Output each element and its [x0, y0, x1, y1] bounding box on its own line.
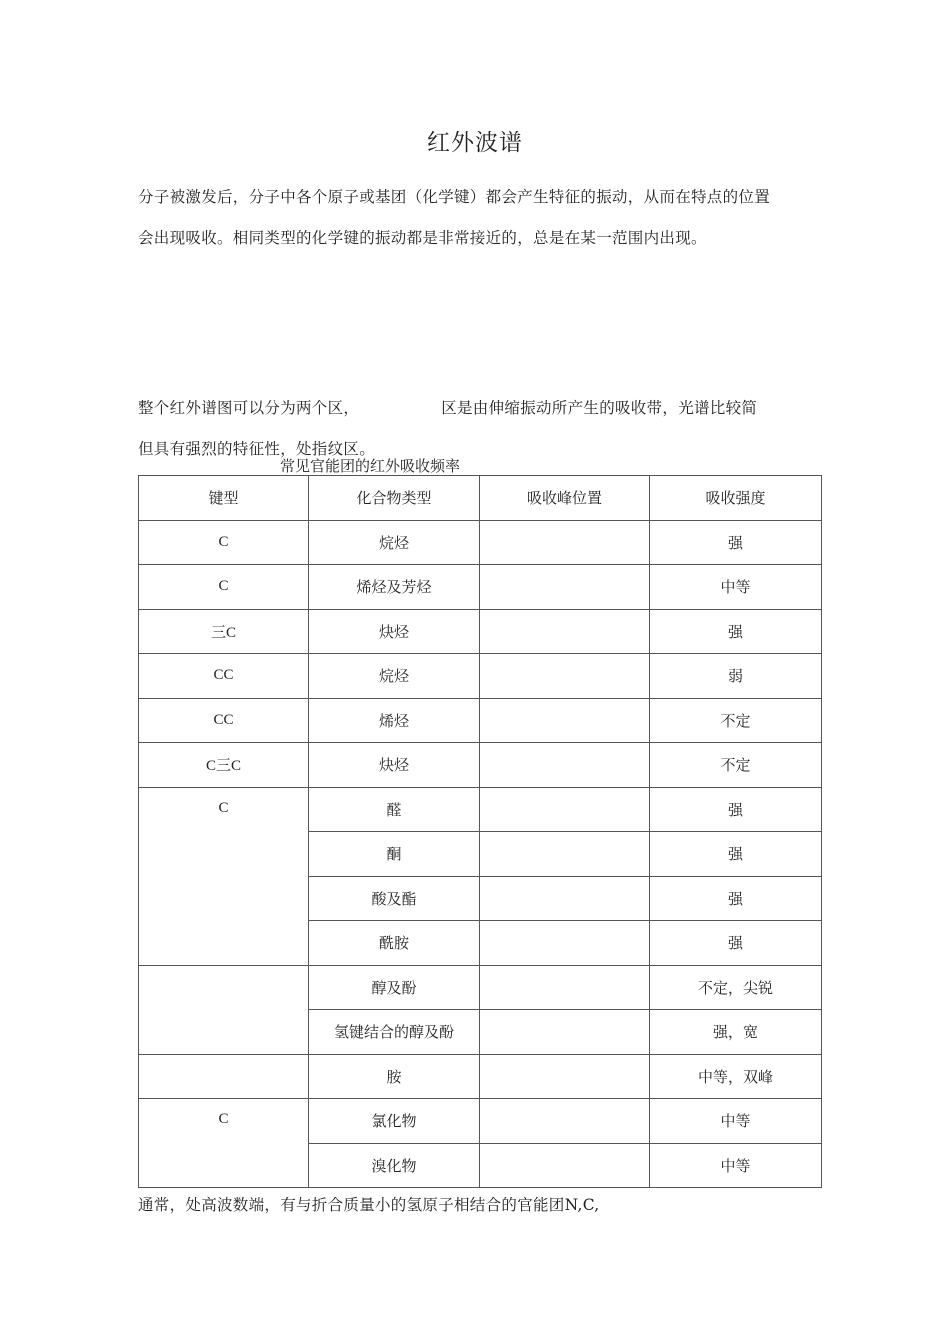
- position-cell: [480, 1143, 650, 1188]
- intensity-cell: 中等: [650, 1099, 822, 1144]
- intensity-cell: 强，宽: [650, 1010, 822, 1055]
- intro-paragraph: [138, 177, 828, 259]
- intensity-cell: 强: [650, 787, 822, 832]
- position-cell: [480, 1099, 650, 1144]
- table-row: [139, 1054, 822, 1099]
- position-cell: [480, 609, 650, 654]
- ir-absorption-table: [138, 475, 822, 1188]
- compound-cell: 炔烃: [309, 609, 480, 654]
- compound-cell: 酰胺: [309, 921, 480, 966]
- compound-cell: 氢键结合的醇及酚: [309, 1010, 480, 1055]
- table-row: [139, 520, 822, 565]
- intensity-cell: 中等: [650, 565, 822, 610]
- position-cell: [480, 698, 650, 743]
- table-row: [139, 565, 822, 610]
- bond-cell: C: [139, 1099, 309, 1188]
- position-cell: [480, 743, 650, 788]
- table-row: [139, 654, 822, 699]
- position-cell: [480, 1010, 650, 1055]
- regions-text-a: 整个红外谱图可以分为两个区，: [138, 399, 360, 417]
- intro-line: 会出现吸收。相同类型的化学键的振动都是非常接近的，总是在某一范围内出现。: [138, 229, 707, 247]
- table-row: [139, 609, 822, 654]
- position-cell: [480, 876, 650, 921]
- compound-cell: 胺: [309, 1054, 480, 1099]
- intensity-cell: 中等，双峰: [650, 1054, 822, 1099]
- bond-cell: C三C: [139, 743, 309, 788]
- position-cell: [480, 520, 650, 565]
- intensity-cell: 强: [650, 609, 822, 654]
- regions-line: 但具有强烈的特征性，处指纹区。: [138, 440, 376, 458]
- intensity-cell: 强: [650, 921, 822, 966]
- compound-cell: 醛: [309, 787, 480, 832]
- bond-cell: C: [139, 520, 309, 565]
- bond-cell: C: [139, 565, 309, 610]
- table-caption: 常见官能团的红外吸收频率: [279, 457, 460, 475]
- position-cell: [480, 965, 650, 1010]
- bond-cell: C: [139, 787, 309, 965]
- compound-cell: 醇及酚: [309, 965, 480, 1010]
- bond-cell: [139, 1054, 309, 1099]
- table-row: [139, 743, 822, 788]
- header-cell: 吸收峰位置: [480, 476, 650, 521]
- bond-cell: CC: [139, 698, 309, 743]
- regions-line: [138, 388, 828, 429]
- compound-cell: 炔烃: [309, 743, 480, 788]
- compound-cell: 烯烃及芳烃: [309, 565, 480, 610]
- compound-cell: 烷烃: [309, 654, 480, 699]
- regions-text-b: 区是由伸缩振动所产生的吸收带，光谱比较简: [441, 399, 758, 417]
- table-row: [139, 1099, 822, 1144]
- compound-cell: 酮: [309, 832, 480, 877]
- compound-cell: 烷烃: [309, 520, 480, 565]
- position-cell: [480, 565, 650, 610]
- position-cell: [480, 787, 650, 832]
- bond-cell: CC: [139, 654, 309, 699]
- position-cell: [480, 1054, 650, 1099]
- intensity-cell: 不定: [650, 698, 822, 743]
- intro-line: 分子被激发后，分子中各个原子或基团（化学键）都会产生特征的振动，从而在特点的位置: [138, 188, 771, 206]
- footer-paragraph: 通常，处高波数端，有与折合质量小的氢原子相结合的官能团N,C,: [138, 1196, 600, 1214]
- header-cell: 键型: [139, 476, 309, 521]
- header-cell: 化合物类型: [309, 476, 480, 521]
- bond-cell: 三C: [139, 609, 309, 654]
- intensity-cell: 弱: [650, 654, 822, 699]
- intensity-cell: 强: [650, 520, 822, 565]
- intensity-cell: 不定: [650, 743, 822, 788]
- intensity-cell: 不定，尖锐: [650, 965, 822, 1010]
- bond-cell: [139, 965, 309, 1054]
- page-title: 红外波谱: [427, 130, 523, 156]
- table-row: [139, 698, 822, 743]
- header-cell: 吸收强度: [650, 476, 822, 521]
- compound-cell: 氯化物: [309, 1099, 480, 1144]
- table-row: [139, 787, 822, 832]
- position-cell: [480, 832, 650, 877]
- compound-cell: 烯烃: [309, 698, 480, 743]
- intensity-cell: 强: [650, 832, 822, 877]
- table-header-row: [139, 476, 822, 521]
- table-row: [139, 965, 822, 1010]
- compound-cell: 酸及酯: [309, 876, 480, 921]
- intensity-cell: 中等: [650, 1143, 822, 1188]
- compound-cell: 溴化物: [309, 1143, 480, 1188]
- position-cell: [480, 654, 650, 699]
- position-cell: [480, 921, 650, 966]
- intensity-cell: 强: [650, 876, 822, 921]
